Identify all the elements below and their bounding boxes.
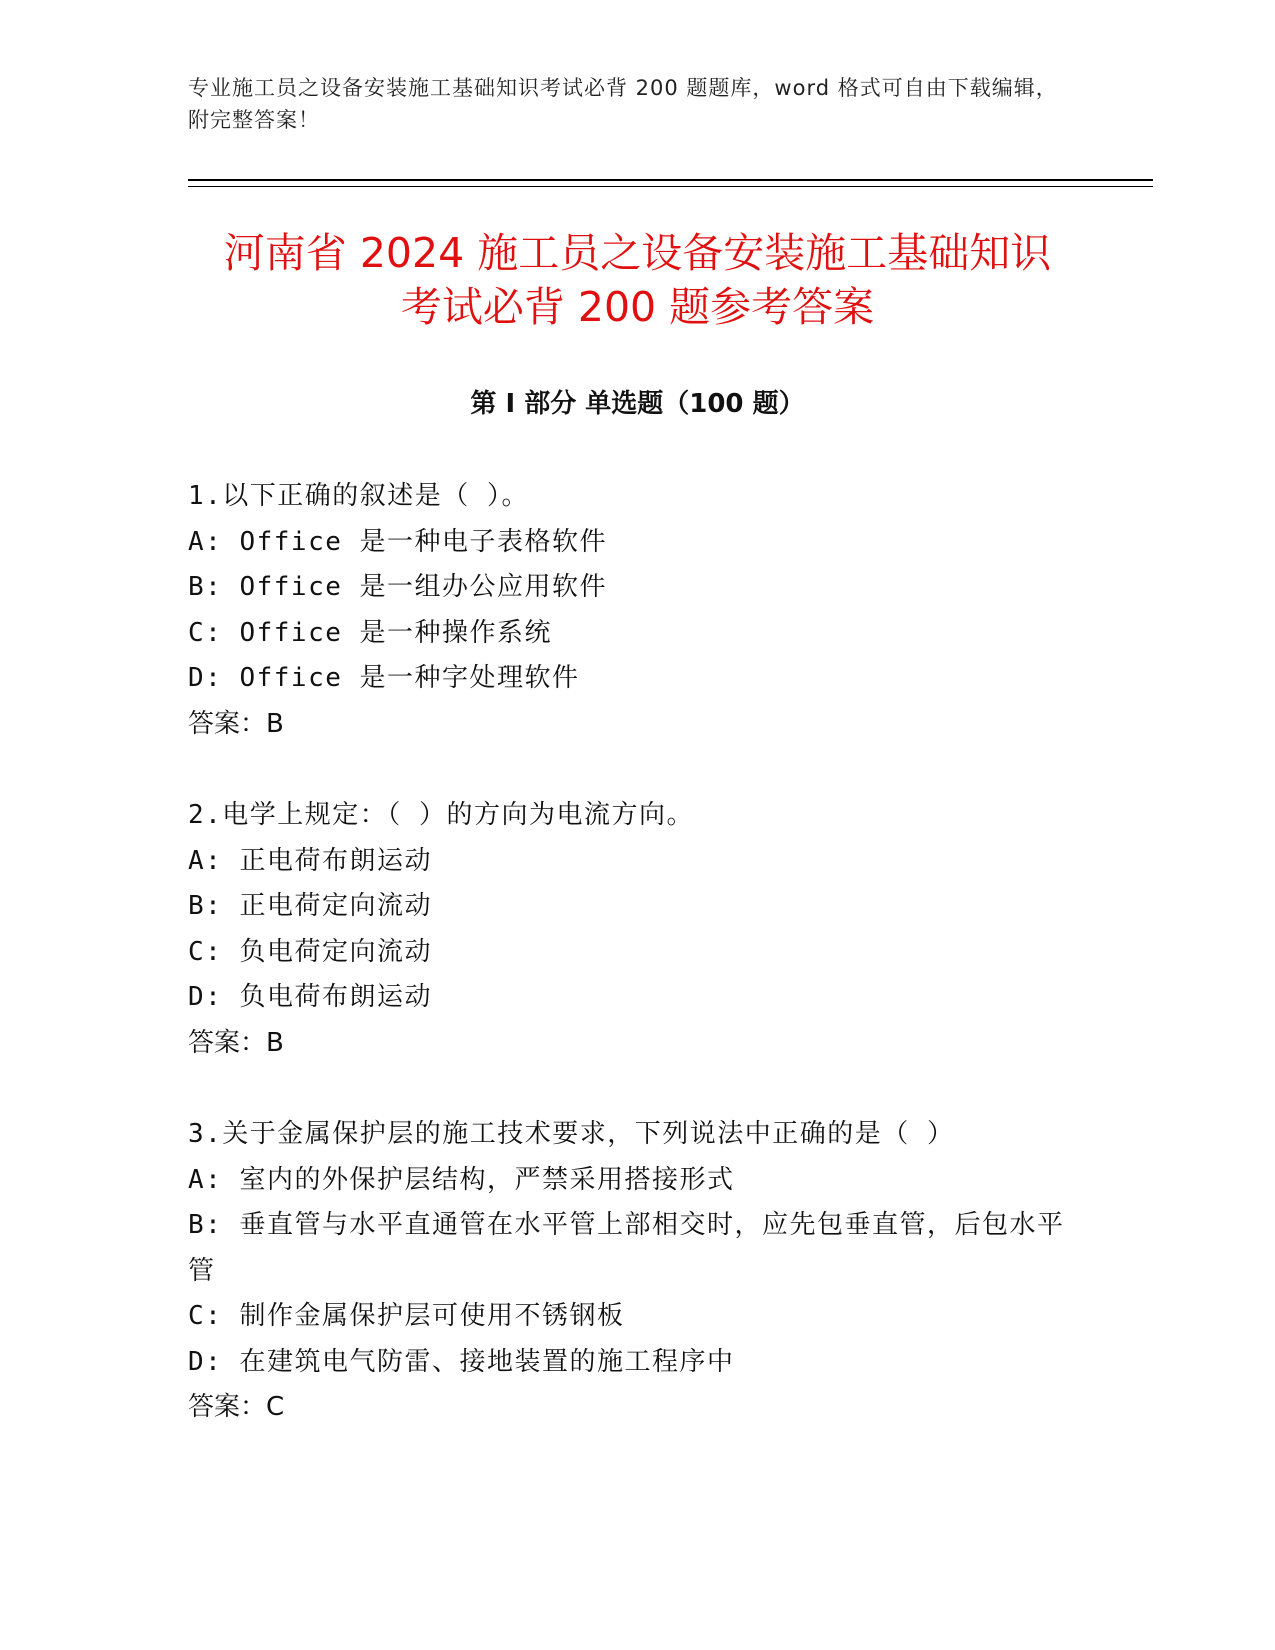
answer: 答案：B xyxy=(188,708,284,739)
option-c: C: 制作金属保护层可使用不锈钢板 xyxy=(188,1301,625,1331)
question-spacer xyxy=(188,1066,1088,1112)
header-divider-thick xyxy=(188,179,1153,181)
header-note: 专业施工员之设备安装施工基础知识考试必背 200 题题库，word 格式可自由下载编辑，附完整答案！ xyxy=(188,76,1058,132)
header-divider-thin xyxy=(188,186,1153,187)
option-c: C: 负电荷定向流动 xyxy=(188,936,432,967)
answer: 答案：B xyxy=(188,1027,284,1058)
section-title: 第 I 部分 单选题（100 题） xyxy=(470,389,805,419)
question-list xyxy=(188,474,1088,1431)
option-a: A: 室内的外保护层结构，严禁采用搭接形式 xyxy=(188,1164,735,1195)
document-title-line-2: 考试必背 200 题参考答案 xyxy=(400,283,875,331)
question-3 xyxy=(188,1112,1088,1431)
option-a: A: Office 是一种电子表格软件 xyxy=(188,526,608,557)
option-d: D: Office 是一种字处理软件 xyxy=(188,663,580,693)
document-title xyxy=(150,226,1125,334)
option-c: C: Office 是一种操作系统 xyxy=(188,617,553,648)
document-title-line-1: 河南省 2024 施工员之设备安装施工基础知识 xyxy=(223,229,1052,277)
question-stem: 3.关于金属保护层的施工技术要求，下列说法中正确的是（ ） xyxy=(188,1119,955,1149)
option-b: B: 正电荷定向流动 xyxy=(188,891,432,921)
question-stem: 2.电学上规定：（ ）的方向为电流方向。 xyxy=(188,800,694,830)
question-stem: 1.以下正确的叙述是（ ）。 xyxy=(188,481,529,511)
option-b: B: 垂直管与水平直通管在水平管上部相交时，应先包垂直管，后包水平管 xyxy=(188,1210,1065,1286)
question-2 xyxy=(188,793,1088,1066)
question-spacer xyxy=(188,747,1088,793)
question-1 xyxy=(188,474,1088,747)
option-a: A: 正电荷布朗运动 xyxy=(188,845,432,876)
option-b: B: Office 是一组办公应用软件 xyxy=(188,572,608,602)
answer: 答案：C xyxy=(188,1392,285,1422)
option-d: D: 在建筑电气防雷、接地装置的施工程序中 xyxy=(188,1346,735,1377)
option-d: D: 负电荷布朗运动 xyxy=(188,982,432,1012)
